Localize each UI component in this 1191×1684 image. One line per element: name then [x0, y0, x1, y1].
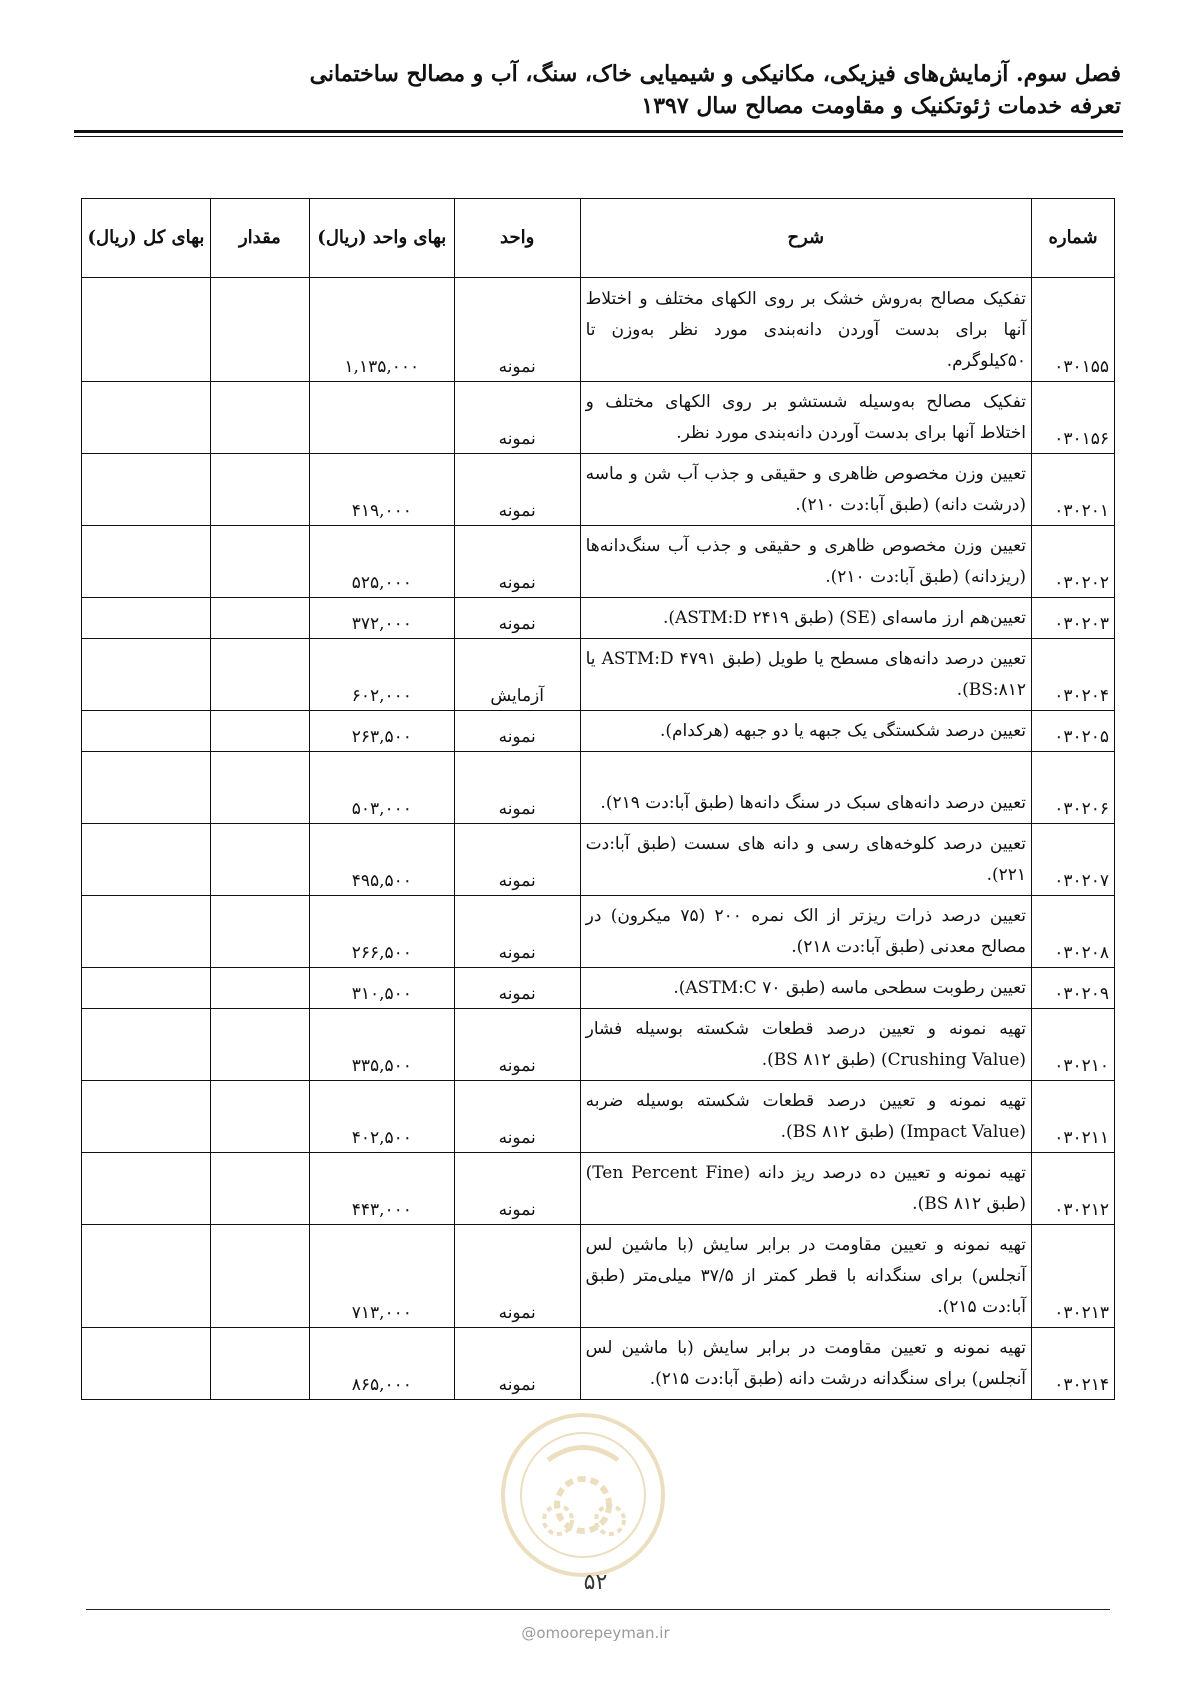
item-quantity	[210, 382, 309, 454]
item-unit-price: ۳۳۵,۵۰۰	[309, 1009, 454, 1081]
item-code: ۰۳۰۲۰۵	[1032, 711, 1115, 752]
item-total-price	[82, 639, 211, 711]
table-row	[82, 1153, 1115, 1225]
item-description: تعیین وزن مخصوص ظاهری و حقیقی و جذب آب سنگ‌دانه‌ها (ریزدانه) (طبق آبا:دت ۲۱۰).	[580, 526, 1031, 598]
item-quantity	[210, 1328, 309, 1400]
table-row	[82, 824, 1115, 896]
table-row	[82, 454, 1115, 526]
item-code: ۰۳۰۲۱۳	[1032, 1225, 1115, 1328]
item-unit: نمونه	[454, 824, 580, 896]
item-unit-price: ۳۱۰,۵۰۰	[309, 968, 454, 1009]
table-row	[82, 896, 1115, 968]
item-unit-price: ۴۹۵,۵۰۰	[309, 824, 454, 896]
item-total-price	[82, 711, 211, 752]
item-unit: نمونه	[454, 278, 580, 382]
item-description: تعیین رطوبت سطحی ماسه (طبق ASTM:C ۷۰).	[580, 968, 1031, 1009]
item-code: ۰۳۰۲۱۴	[1032, 1328, 1115, 1400]
item-quantity	[210, 1081, 309, 1153]
item-unit-price: ۸۶۵,۰۰۰	[309, 1328, 454, 1400]
header-code: شماره	[1032, 199, 1115, 278]
item-code: ۰۳۰۲۱۲	[1032, 1153, 1115, 1225]
item-unit-price: ۷۱۳,۰۰۰	[309, 1225, 454, 1328]
item-unit-price: ۱,۱۳۵,۰۰۰	[309, 278, 454, 382]
item-total-price	[82, 598, 211, 639]
item-code: ۰۳۰۲۰۸	[1032, 896, 1115, 968]
item-unit: نمونه	[454, 1009, 580, 1081]
item-total-price	[82, 454, 211, 526]
item-quantity	[210, 824, 309, 896]
item-total-price	[82, 896, 211, 968]
table-row	[82, 598, 1115, 639]
table-row	[82, 1081, 1115, 1153]
item-code: ۰۳۰۲۰۴	[1032, 639, 1115, 711]
publisher-seal-watermark	[498, 1410, 668, 1580]
tariff-table	[81, 198, 1115, 1400]
item-unit-price: ۶۰۲,۰۰۰	[309, 639, 454, 711]
page-header	[71, 58, 1121, 122]
header-unit: واحد	[454, 199, 580, 278]
chapter-title: فصل سوم. آزمایش‌های فیزیکی، مکانیکی و شیمیایی خاک، سنگ، آب و مصالح ساختمانی	[309, 61, 1121, 87]
header-rule-thin	[74, 136, 1123, 137]
item-quantity	[210, 454, 309, 526]
item-unit: نمونه	[454, 1225, 580, 1328]
item-description: تعیین درصد دانه‌های مسطح یا طویل (طبق ASTM:D ۴۷۹۱ یا BS:۸۱۲).	[580, 639, 1031, 711]
item-description: تفکیک مصالح به‌روش خشک بر روی الکهای مختلف و اختلاط آنها برای بدست آوردن دانه‌بندی مورد نظر به‌وزن تا ۵۰کیلوگرم.	[580, 278, 1031, 382]
item-description: تهیه نمونه و تعیین ده درصد ریز دانه (Ten Percent Fine) (طبق BS ۸۱۲).	[580, 1153, 1031, 1225]
item-unit-price: ۵۰۳,۰۰۰	[309, 752, 454, 824]
item-unit-price: ۴۱۹,۰۰۰	[309, 454, 454, 526]
item-unit: نمونه	[454, 968, 580, 1009]
item-unit: نمونه	[454, 1081, 580, 1153]
item-unit-price: ۲۶۶,۵۰۰	[309, 896, 454, 968]
item-description: تعیین درصد ذرات ریزتر از الک نمره ۲۰۰ (۷۵ میکرون) در مصالح معدنی (طبق آبا:دت ۲۱۸).	[580, 896, 1031, 968]
footer-rule	[86, 1609, 1110, 1610]
table-row	[82, 1328, 1115, 1400]
item-total-price	[82, 1225, 211, 1328]
item-unit: نمونه	[454, 598, 580, 639]
item-code: ۰۳۰۲۰۱	[1032, 454, 1115, 526]
header-rule-thick	[74, 130, 1123, 133]
item-code: ۰۳۰۱۵۵	[1032, 278, 1115, 382]
header-total-price: بهای کل (ریال)	[82, 199, 211, 278]
item-unit: نمونه	[454, 382, 580, 454]
item-total-price	[82, 1153, 211, 1225]
item-unit: نمونه	[454, 1328, 580, 1400]
table-row	[82, 752, 1115, 824]
item-quantity	[210, 278, 309, 382]
header-unit-price: بهای واحد (ریال)	[309, 199, 454, 278]
item-total-price	[82, 1009, 211, 1081]
item-description: تهیه نمونه و تعیین درصد قطعات شکسته بوسیله ضربه (Impact Value) (طبق BS ۸۱۲).	[580, 1081, 1031, 1153]
item-description: تعیین درصد کلوخه‌های رسی و دانه های سست (طبق آبا:دت ۲۲۱).	[580, 824, 1031, 896]
item-code: ۰۳۰۲۰۳	[1032, 598, 1115, 639]
item-unit: نمونه	[454, 1153, 580, 1225]
item-unit-price: ۴۰۲,۵۰۰	[309, 1081, 454, 1153]
table-row	[82, 526, 1115, 598]
item-unit: نمونه	[454, 454, 580, 526]
table-row	[82, 711, 1115, 752]
document-title: تعرفه خدمات ژئوتکنیک و مقاومت مصالح سال ۱۳۹۷	[641, 93, 1121, 119]
item-quantity	[210, 896, 309, 968]
item-code: ۰۳۰۲۰۶	[1032, 752, 1115, 824]
item-unit-price	[309, 382, 454, 454]
item-description: تهیه نمونه و تعیین مقاومت در برابر سایش (با ماشین لس آنجلس) برای سنگدانه درشت دانه (طبق آبا:دت ۲۱۵).	[580, 1328, 1031, 1400]
table-row	[82, 278, 1115, 382]
item-unit: نمونه	[454, 526, 580, 598]
item-quantity	[210, 598, 309, 639]
header-quantity: مقدار	[210, 199, 309, 278]
item-description: تعیین وزن مخصوص ظاهری و حقیقی و جذب آب شن و ماسه (درشت دانه) (طبق آبا:دت ۲۱۰).	[580, 454, 1031, 526]
item-quantity	[210, 1153, 309, 1225]
item-total-price	[82, 526, 211, 598]
table-row	[82, 968, 1115, 1009]
table-row	[82, 1225, 1115, 1328]
item-code: ۰۳۰۲۰۷	[1032, 824, 1115, 896]
item-description: تهیه نمونه و تعیین درصد قطعات شکسته بوسیله فشار (Crushing Value) (طبق BS ۸۱۲).	[580, 1009, 1031, 1081]
item-unit-price: ۴۴۳,۰۰۰	[309, 1153, 454, 1225]
item-unit: نمونه	[454, 896, 580, 968]
item-total-price	[82, 968, 211, 1009]
item-quantity	[210, 1009, 309, 1081]
item-quantity	[210, 526, 309, 598]
page-number: ۵۲	[583, 1570, 608, 1595]
table-header-row	[82, 199, 1115, 278]
item-quantity	[210, 711, 309, 752]
table-row	[82, 1009, 1115, 1081]
item-quantity	[210, 639, 309, 711]
item-total-price	[82, 278, 211, 382]
item-code: ۰۳۰۱۵۶	[1032, 382, 1115, 454]
item-code: ۰۳۰۲۰۲	[1032, 526, 1115, 598]
item-description: تهیه نمونه و تعیین مقاومت در برابر سایش (با ماشین لس آنجلس) برای سنگدانه با قطر کمتر از ۳۷/۵ میلی‌متر (طبق آبا:دت ۲۱۵).	[580, 1225, 1031, 1328]
table-row	[82, 639, 1115, 711]
item-unit-price: ۳۷۲,۰۰۰	[309, 598, 454, 639]
item-unit-price: ۵۲۵,۰۰۰	[309, 526, 454, 598]
item-total-price	[82, 752, 211, 824]
item-code: ۰۳۰۲۰۹	[1032, 968, 1115, 1009]
item-total-price	[82, 824, 211, 896]
header-description: شرح	[580, 199, 1031, 278]
table-row	[82, 382, 1115, 454]
site-watermark: @omoorepeyman.ir	[521, 1624, 670, 1642]
item-quantity	[210, 968, 309, 1009]
item-unit-price: ۲۶۳,۵۰۰	[309, 711, 454, 752]
item-description: تعیین درصد شکستگی یک جبهه یا دو جبهه (هرکدام).	[580, 711, 1031, 752]
item-description: تفکیک مصالح به‌وسیله شستشو بر روی الکهای مختلف و اختلاط آنها برای بدست آوردن دانه‌بندی مورد نظر.	[580, 382, 1031, 454]
item-unit: نمونه	[454, 711, 580, 752]
item-code: ۰۳۰۲۱۰	[1032, 1009, 1115, 1081]
item-description: تعیین درصد دانه‌های سبک در سنگ دانه‌ها (طبق آبا:دت ۲۱۹).	[580, 752, 1031, 824]
item-code: ۰۳۰۲۱۱	[1032, 1081, 1115, 1153]
item-unit: نمونه	[454, 752, 580, 824]
item-total-price	[82, 1328, 211, 1400]
item-quantity	[210, 1225, 309, 1328]
item-description: تعیین‌هم ارز ماسه‌ای (SE) (طبق ASTM:D ۲۴۱۹).	[580, 598, 1031, 639]
item-quantity	[210, 752, 309, 824]
item-unit: آزمایش	[454, 639, 580, 711]
item-total-price	[82, 1081, 211, 1153]
item-total-price	[82, 382, 211, 454]
